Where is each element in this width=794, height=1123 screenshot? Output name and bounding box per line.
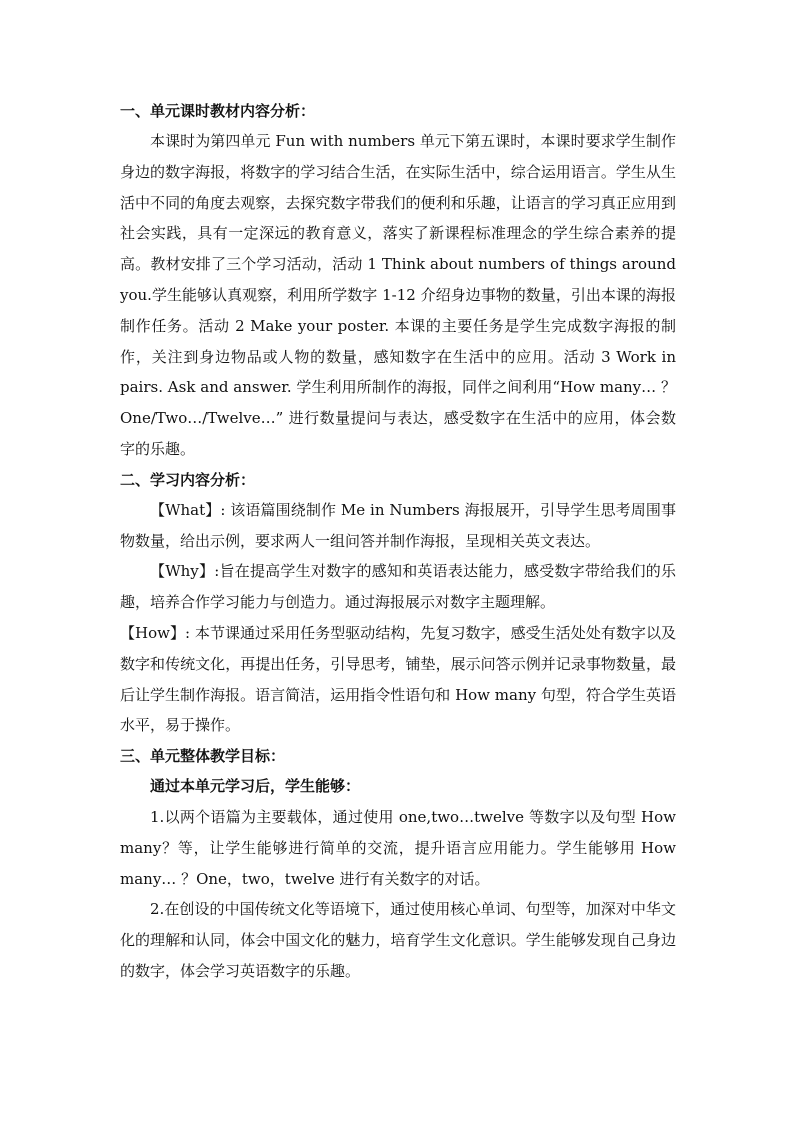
- document-page: [120, 96, 676, 987]
- section-3-heading: 三、单元整体教学目标：: [120, 747, 286, 766]
- why-paragraph: 【Why】:旨在提高学生对数字的感知和英语表达能力，感受数字带给我们的乐趣，培养合作学习能力与创造力。通过海报展示对数字主题理解。: [120, 562, 676, 612]
- goal-2-paragraph: 2.在创设的中国传统文化等语境下，通过使用核心单词、句型等，加深对中华文化的理解和认同，体会中国文化的魅力，培育学生文化意识。学生能够发现自己身边的数字，体会学习英语数字的乐趣。: [120, 900, 676, 980]
- goals-lead-text: 通过本单元学习后，学生能够：: [150, 777, 361, 796]
- section-2-heading: 二、学习内容分析：: [120, 470, 256, 489]
- what-paragraph: 【What】: 该语篇围绕制作 Me in Numbers 海报展开，引导学生思考周围事物数量，给出示例，要求两人一组问答并制作海报，呈现相关英文表达。: [120, 500, 676, 550]
- section-1-heading: 一、单元课时教材内容分析：: [120, 102, 316, 120]
- how-paragraph: 【How】: 本节课通过采用任务型驱动结构，先复习数字，感受生活处处有数字以及数字和传统文化，再提出任务，引导思考，铺垫，展示问答示例并记录事物数量，最后让学生制作海报。语言简洁，运用指令性语句和 How many 句型，符合学生英语水平，易于操作。: [120, 623, 676, 735]
- goal-1-paragraph: 1.以两个语篇为主要载体，通过使用 one,two…twelve 等数字以及句型 How many？等，让学生能够进行简单的交流，提升语言应用能力。学生能够用 How many… ？One，two，twelve 进行有关数字的对话。: [120, 807, 676, 888]
- section-1-paragraph: 本课时为第四单元 Fun with numbers 单元下第五课时，本课时要求学生制作身边的数字海报，将数字的学习结合生活，在实际生活中，综合运用语言。学生从生活中不同的角度去观察，去探究数字带我们的便利和乐趣，让语言的学习真正应用到社会实践，具有一定深远的教育意义，落实了新课程标准理念的学生综合素养的提高。教材安排了三个学习活动，活动 1 Think about numbers of things around you.学生能够认真观察，利用所学数字 1-12 介绍身边事物的数量，引出本课的海报制作任务。活动 2 Make your poster. 本课的主要任务是学生完成数字海报的制作，关注到身边物品或人物的数量，感知数字在生活中的应用。活动 3 Work in pairs. Ask and answer. 学生利用所制作的海报，同伴之间利用“How many… ？One/Two…/Twelve…” 进行数量提问与表达，感受数字在生活中的应用，体会数字的乐趣。: [120, 132, 676, 458]
